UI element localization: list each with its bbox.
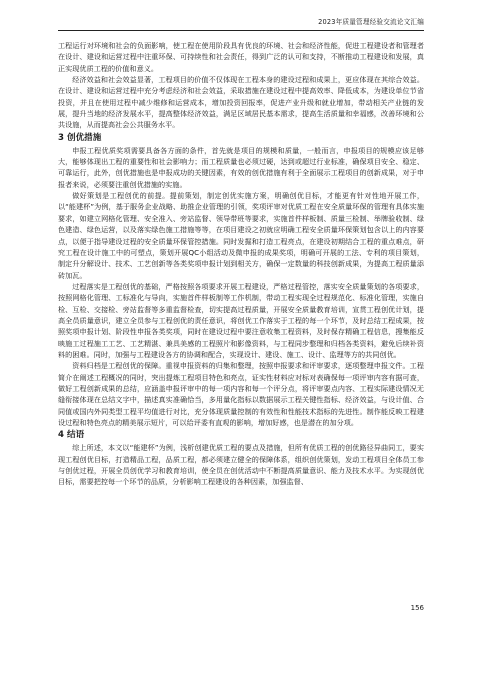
paragraph: 做好策划是工程创优的前提。提前策划，制定创优实施方案，明确创优目标，才能更有针对性地开展工作，以“能建杯”为例，基于服务企业战略、助推企业管理的引领，奖项评审对优质工程在安全质量环保的管理有具体实施要求，如建立网格化管理、安全准入、旁站监督、领导带班等要求，实施首件样板制、质量三检制、举牌验收制、绿色建造、绿色运营，以及落实绿色施工措施等等，在项目建设之初就应明确工程安全质量环保策划包含以上的内容要点，以便于指导建设过程的安全质量环保管控措施。同时发掘和打造工程亮点，在建设初期结合工程的重点难点，研究工程在设计施工中的可塑点，策划开展QC小组活动及微申报的成果奖项，明确可开展的工法、专利的项目策划，制定升分解设计、技术、工艺创新等各类奖项申报计划到相关方，确保一定数量的科技创新成果，为提高工程质量添砖加瓦。 xyxy=(58,191,424,280)
section-heading-3: 3 创优措施 xyxy=(58,132,102,143)
paragraph: 经济效益和社会效益显著，工程项目的价值不仅体现在工程本身的建设过程和成果上，更应体现在其综合效益。在设计、建设和运营过程中充分考虑经济和社会效益，采取措施在建设过程中提高效率、降低成本，为建设单位节省投资，并且在使用过程中减少维修和运营成本，增加投资回报率，促进产业升级和就业增加，带动相关产业链的发展，提升当地的经济发展水平，提高整体经济效益，满足区域居民基本需求，提高生活质量和幸福感，改善环境和公共设施，从而提高社会公共服务水平。 xyxy=(58,75,424,130)
header-title: 2023年质量管理经验交流论文汇编 xyxy=(318,18,424,26)
section-heading-4: 4 结语 xyxy=(58,430,85,441)
article-body xyxy=(58,40,424,488)
paragraph: 申报工程优质奖项需要具备各方面的条件，首先就是项目的规模和质量，一般而言，申报项目的规模应该足够大，能够体现出工程的重要性和社会影响力；而工程质量也必须过硬，达到或超过行业标准，确保项目安全、稳定、可靠运行，此外，创优措施也是申报成功的关键因素，有效的创优措施有利于全面展示工程项目的创新成果，对于申报者来说，必须要注重创优措施的实施。 xyxy=(58,145,424,189)
paragraph: 过程落实是工程创优的基础，严格按照各项要求开展工程建设，严格过程管控，落实安全质量策划的各项要求，按照网格化管理、工标准化与导向，实施首件样板制等工作机制，带动工程实现全过程规范化、标准化管理，实施自检、互检、交接检、旁站监督等多重监督检查，切实提高过程质量，开展安全质量教育培训，宣贯工程创优计划，提高全员质量意识，建立全员参与工程创优的责任意识，将创优工作落实于工程的每一个环节，及时总结工程成果，按照奖项申报计划、阶段性申报各类奖项，同时在建设过程中要注意收集工程资料，及时保存精确工程信息，搜集能反映施工过程施工工艺、工艺精湛、兼具美感的工程照片和影像资料，与工程同步整理和归档各类资料，避免后续补资料的困难。同时，加强与工程建设各方的协调和配合，实现设计、建设、施工、设计、监理等方的共同创优。 xyxy=(58,281,424,359)
paragraph: 工程运行对环境和社会的负面影响，使工程在使用阶段具有优良的环境、社会和经济性能，促进工程建设者和管理者在设计、建设和运营过程中注重环保、可持续性和社会责任，得到广泛的认可和支持，不断推动工程建设和发展，真正实现优质工程的价值和意义。 xyxy=(58,41,424,73)
page-number: 156 xyxy=(410,604,424,612)
paragraph: 综上所述，本文以“能建杯”为例，浅析创建优质工程的要点及措施，但所有优质工程的创优路径异曲同工，要实现工程创优目标，打造精品工程，品质工程，都必须建立健全的保障体系，组织创优策划，发动工程项目全体员工参与创优过程，开展全员创优学习和教育培训，使全员在创优活动中不断提高质量意识、能力及技术水平。为实现创优目标，需要把控每一个环节的品质，分析影响工程建设的各种因素，加强监督、 xyxy=(58,443,424,487)
running-header xyxy=(58,14,424,31)
paragraph: 资料归档是工程创优的保障。重视申报资料的归集和整理，按照申报要求和评审要求，逐项整理申报文件。工程简介在阐述工程概况的同时，突出提炼工程项目特色和亮点，证实性材料应对标对表确保每一项评审内容有据可查，做好工程创新成果的总结，应涵盖申报评审中的每一项内容和每一个评分点，将评审要点内容、工程实际建设情况无缝衔接体现在总结文字中，描述真实准确恰当，多用量化指标以数据展示工程关键性指标、经济效益，与设计值、合同值或国内外同类型工程平均值进行对比，充分体现质量控制的有效性和性能技术指标的先进性。制作能反映工程建设过程和特色亮点的精美展示短片，可以给评委有直观的影响，增加好感，也是潜在的加分项。 xyxy=(58,361,424,427)
